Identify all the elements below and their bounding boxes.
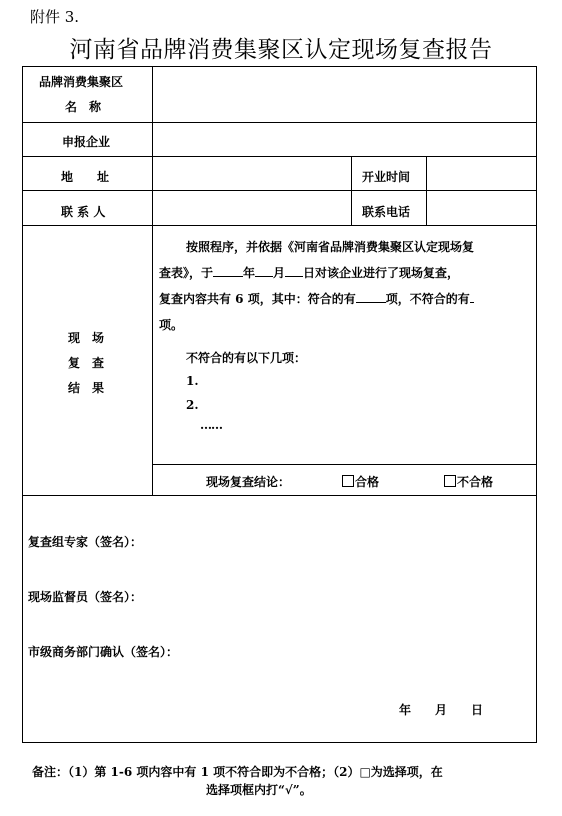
result-text-fragment: 日对该企业进行了现场复查，	[303, 266, 460, 280]
signature-date: 年 月 日	[399, 703, 484, 717]
result-text-line: 项。	[159, 318, 184, 332]
result-label: 复 查	[68, 356, 105, 370]
day-blank	[285, 264, 303, 277]
phone-label: 联系电话	[362, 205, 411, 219]
expert-signature-label: 复查组专家（签名）：	[28, 535, 143, 549]
noncompliant-count-blank	[470, 290, 474, 303]
noncompliant-heading: 不符合的有以下几项：	[186, 351, 307, 365]
column-divider	[351, 156, 352, 225]
row-divider	[23, 495, 536, 496]
report-form	[22, 66, 537, 743]
open-time-label: 开业时间	[362, 170, 411, 184]
conclusion-label: 现场复查结论：	[206, 475, 291, 489]
zone-name-label: 品牌消费集聚区	[39, 75, 124, 89]
page-title: 河南省品牌消费集聚区认定现场复查报告	[69, 37, 493, 63]
conclusion-divider	[153, 464, 536, 465]
row-divider	[23, 190, 536, 191]
result-text	[159, 234, 534, 338]
fail-option[interactable]	[444, 473, 493, 490]
ellipsis: ……	[200, 418, 222, 432]
fail-label: 不合格	[457, 475, 494, 489]
result-text-line	[159, 260, 534, 286]
pass-option[interactable]	[342, 473, 379, 490]
applicant-label: 申报企业	[62, 135, 111, 149]
month-blank	[255, 264, 273, 277]
result-text-line	[159, 286, 534, 312]
result-text-fragment: 查表》，于	[159, 266, 214, 280]
footnote: 选择项框内打“√”。	[206, 783, 312, 797]
column-divider	[426, 156, 427, 225]
row-divider	[23, 122, 536, 123]
result-text-fragment: 月	[273, 266, 286, 280]
noncompliant-item: 2.	[186, 398, 199, 412]
address-label: 地 址	[61, 170, 110, 184]
result-text-fragment: 年	[243, 266, 256, 280]
year-blank	[213, 264, 243, 277]
result-label: 现 场	[68, 331, 105, 345]
result-text-line: 按照程序，并依据《河南省品牌消费集聚区认定现场复	[186, 240, 475, 254]
result-text-fragment: 项，不符合的有	[385, 292, 470, 306]
supervisor-signature-label: 现场监督员（签名）：	[28, 590, 143, 604]
result-label: 结 果	[68, 381, 105, 395]
result-text-fragment: 复查内容共有 6 项，其中：符合的有	[159, 292, 356, 306]
fail-checkbox[interactable]	[444, 475, 456, 487]
label-column-divider	[152, 67, 153, 495]
pass-checkbox[interactable]	[342, 475, 354, 487]
noncompliant-item: 1.	[186, 374, 199, 388]
department-signature-label: 市级商务部门确认（签名）：	[28, 645, 179, 659]
row-divider	[23, 225, 536, 226]
contact-label: 联 系 人	[61, 205, 106, 219]
pass-label: 合格	[355, 475, 380, 489]
zone-name-label: 名 称	[65, 100, 102, 114]
row-divider	[23, 156, 536, 157]
compliant-count-blank	[356, 290, 386, 303]
footnote: 备注：（1）第 1-6 项内容中有 1 项不符合即为不合格；（2）□为选择项，在	[32, 765, 443, 779]
attachment-label: 附件 3.	[30, 8, 80, 26]
